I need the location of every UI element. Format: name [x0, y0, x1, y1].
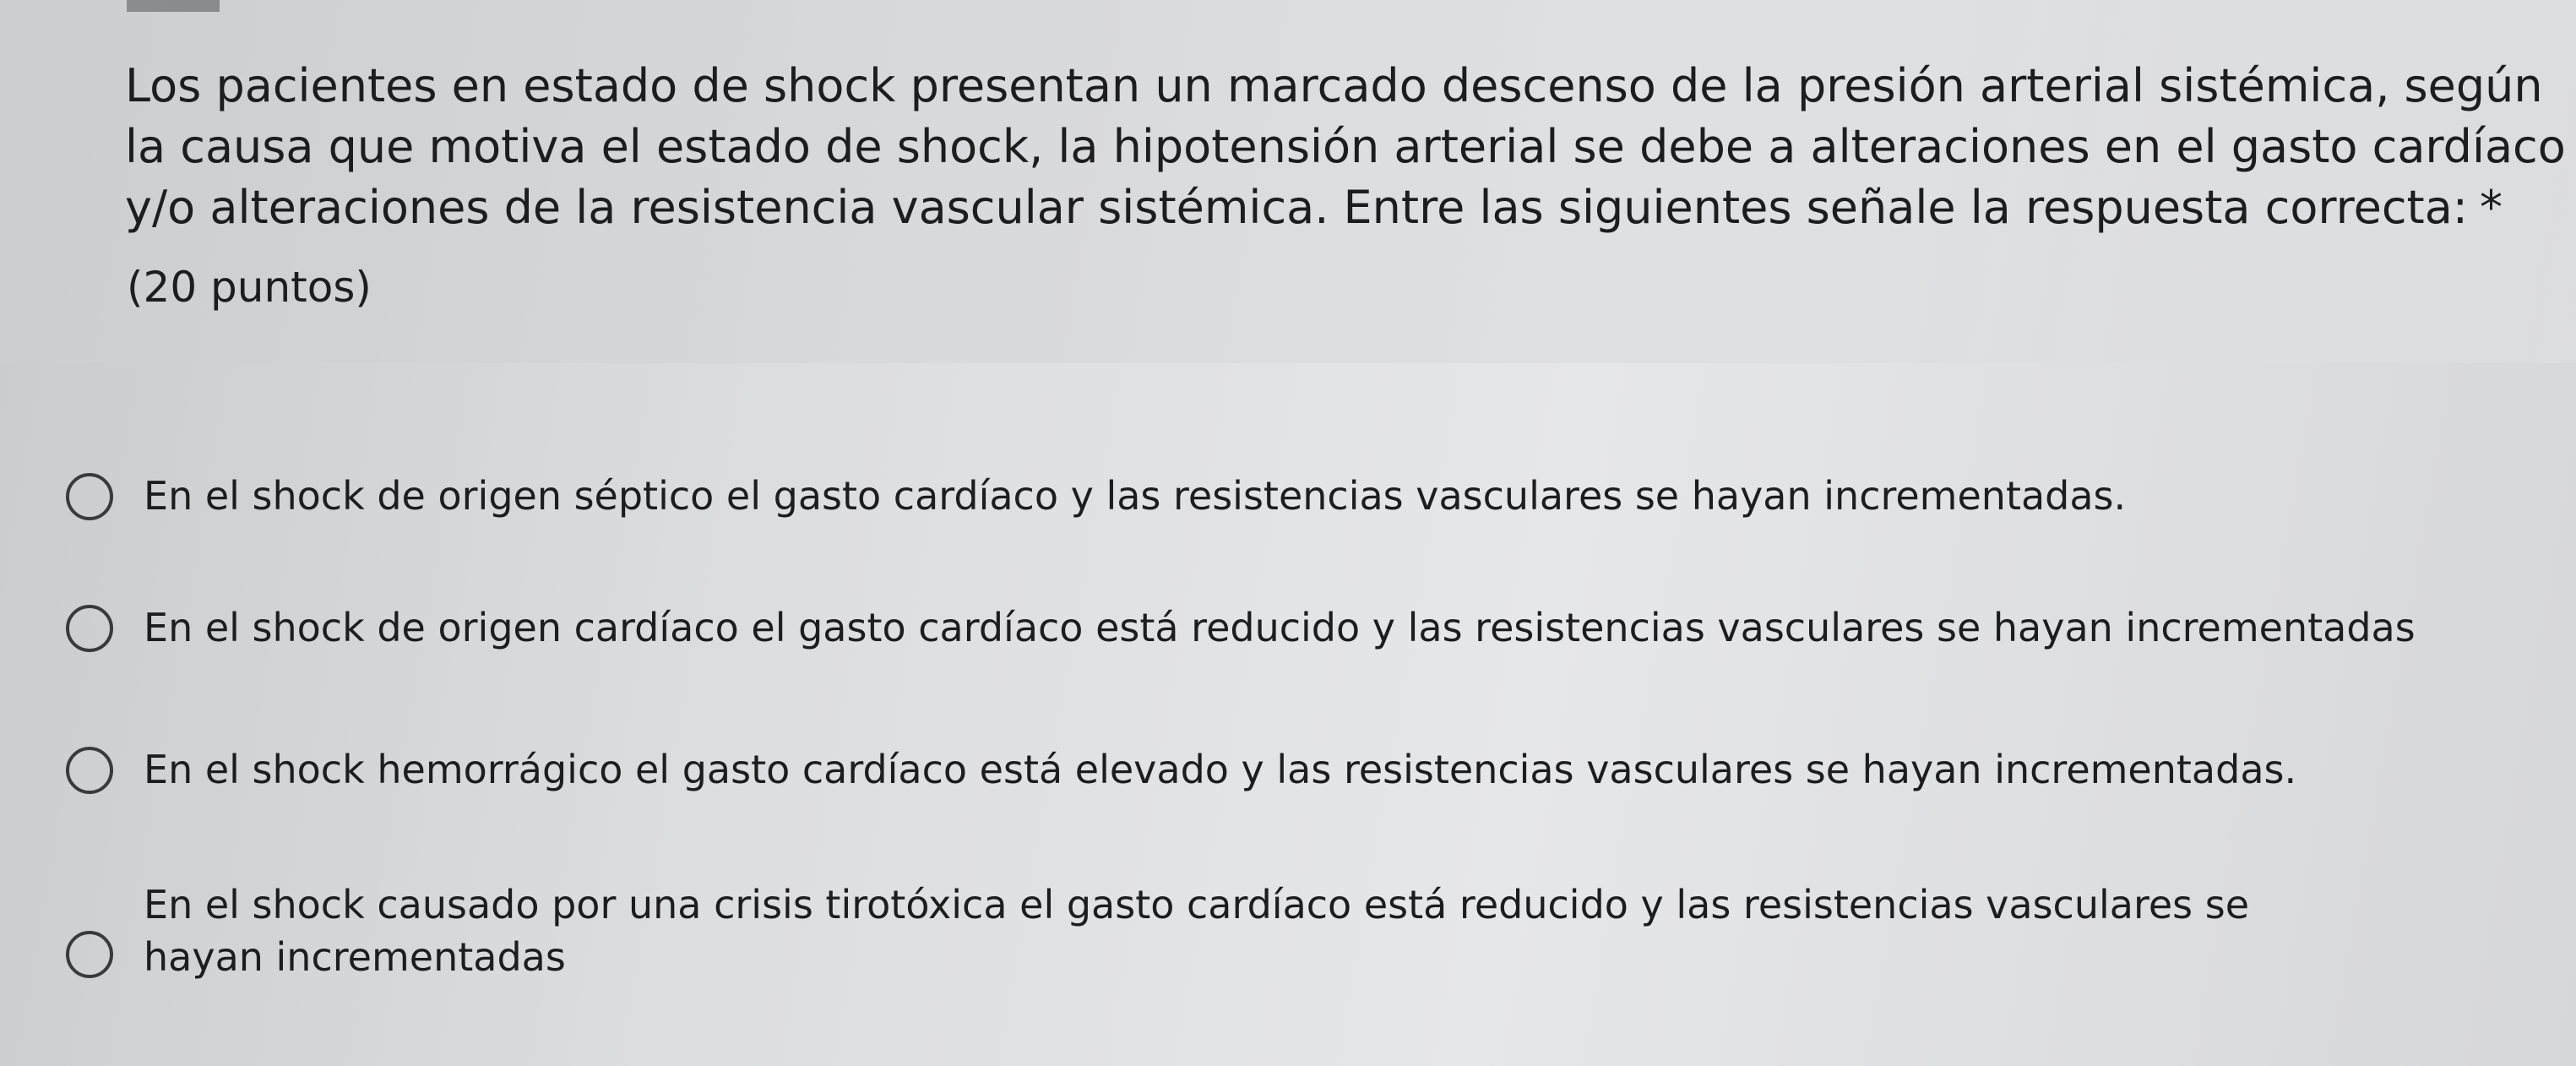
option-2-label[interactable]: En el shock de origen cardíaco el gasto cardíaco está reducido y las resistencias vasculares se hayan incrementadas [144, 605, 2416, 650]
question-header [0, 0, 2576, 363]
question-text [125, 56, 2566, 238]
radio-button-option-4[interactable] [66, 931, 113, 978]
question-line-3-text: y/o alteraciones de la resistencia vascular sistémica. Entre las siguientes señale la respuesta correcta: [125, 181, 2468, 234]
question-points: (20 puntos) [127, 263, 372, 312]
radio-button-option-2[interactable] [66, 605, 113, 652]
option-3-label[interactable]: En el shock hemorrágico el gasto cardíaco está elevado y las resistencias vasculares se hayan incrementadas. [144, 747, 2297, 792]
option-4-label[interactable]: En el shock causado por una crisis tirotóxica el gasto cardíaco está reducido y las resistencias vasculares se hayan incrementadas [144, 882, 2250, 980]
question-line-2: la causa que motiva el estado de shock, la hipotensión arterial se debe a alteraciones en el gasto cardíaco [125, 120, 2566, 173]
question-line-3 [125, 177, 2541, 238]
required-asterisk: * [2480, 181, 2503, 234]
radio-button-option-3[interactable] [66, 747, 113, 794]
radio-button-option-1[interactable] [66, 473, 113, 520]
option-1-label[interactable]: En el shock de origen séptico el gasto cardíaco y las resistencias vasculares se hayan incrementadas. [144, 473, 2127, 519]
question-line-1: Los pacientes en estado de shock presentan un marcado descenso de la presión arterial sistémica, según [125, 59, 2543, 112]
